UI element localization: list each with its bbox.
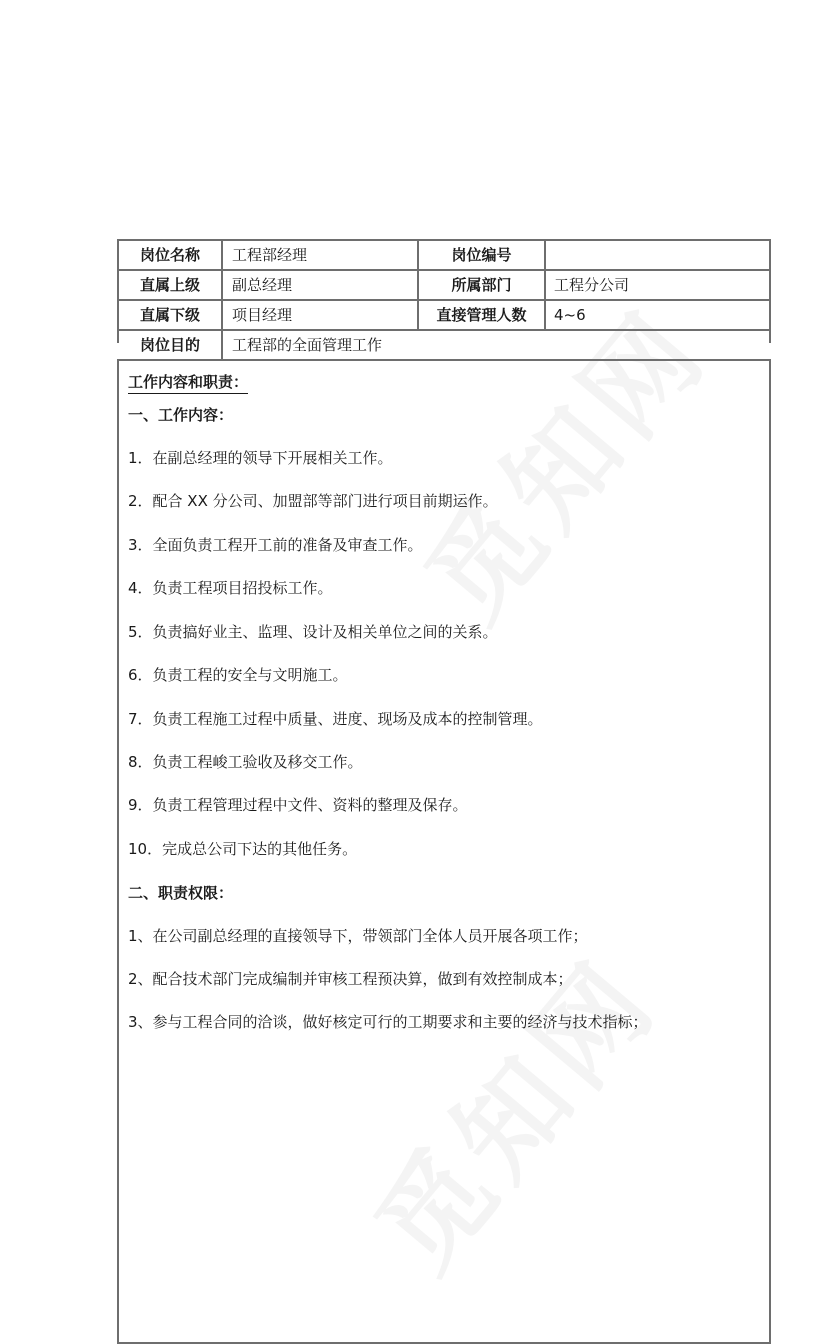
purpose-label: 岗位目的 xyxy=(119,331,223,359)
list-item: 1、在公司副总经理的直接领导下，带领部门全体人员开展各项工作； xyxy=(128,927,588,945)
table-row xyxy=(119,271,769,301)
list-item: 8．负责工程峻工验收及移交工作。 xyxy=(128,753,363,771)
job-content-section xyxy=(117,359,771,1344)
position-code-value xyxy=(546,241,769,269)
subordinate-label: 直属下级 xyxy=(119,301,223,329)
list-item: 5．负责搞好业主、监理、设计及相关单位之间的关系。 xyxy=(128,623,498,641)
position-name-value: 工程部经理 xyxy=(223,241,419,269)
table-row xyxy=(119,241,769,271)
table-row xyxy=(119,301,769,331)
section-heading-authority: 二、职责权限： xyxy=(128,884,234,902)
position-code-label: 岗位编号 xyxy=(419,241,546,269)
subordinate-value: 项目经理 xyxy=(223,301,419,329)
list-item: 2、配合技术部门完成编制并审核工程预决算，做到有效控制成本； xyxy=(128,970,573,988)
superior-label: 直属上级 xyxy=(119,271,223,299)
job-info-table xyxy=(117,239,771,354)
list-item: 9．负责工程管理过程中文件、资料的整理及保存。 xyxy=(128,796,468,814)
direct-reports-value: 4~6 xyxy=(554,306,586,324)
list-item: 6．负责工程的安全与文明施工。 xyxy=(128,666,348,684)
list-item: 10．完成总公司下达的其他任务。 xyxy=(128,840,358,858)
department-label: 所属部门 xyxy=(419,271,546,299)
table-row xyxy=(119,331,769,361)
list-item: 4．负责工程项目招投标工作。 xyxy=(128,579,333,597)
position-name-label: 岗位名称 xyxy=(119,241,223,269)
list-item: 3．全面负责工程开工前的准备及审查工作。 xyxy=(128,536,423,554)
list-item: 2．配合 XX 分公司、加盟部等部门进行项目前期运作。 xyxy=(128,492,498,510)
department-value: 工程分公司 xyxy=(554,276,630,294)
list-item: 7．负责工程施工过程中质量、进度、现场及成本的控制管理。 xyxy=(128,710,543,728)
section-heading-work: 一、工作内容： xyxy=(128,406,234,424)
direct-reports-label: 直接管理人数 xyxy=(419,301,546,329)
list-item: 1．在副总经理的领导下开展相关工作。 xyxy=(128,449,393,467)
superior-value: 副总经理 xyxy=(223,271,419,299)
content-heading: 工作内容和职责： xyxy=(128,371,248,394)
list-item: 3、参与工程合同的洽谈，做好核定可行的工期要求和主要的经济与技术指标； xyxy=(128,1013,648,1031)
purpose-value: 工程部的全面管理工作 xyxy=(232,336,383,354)
